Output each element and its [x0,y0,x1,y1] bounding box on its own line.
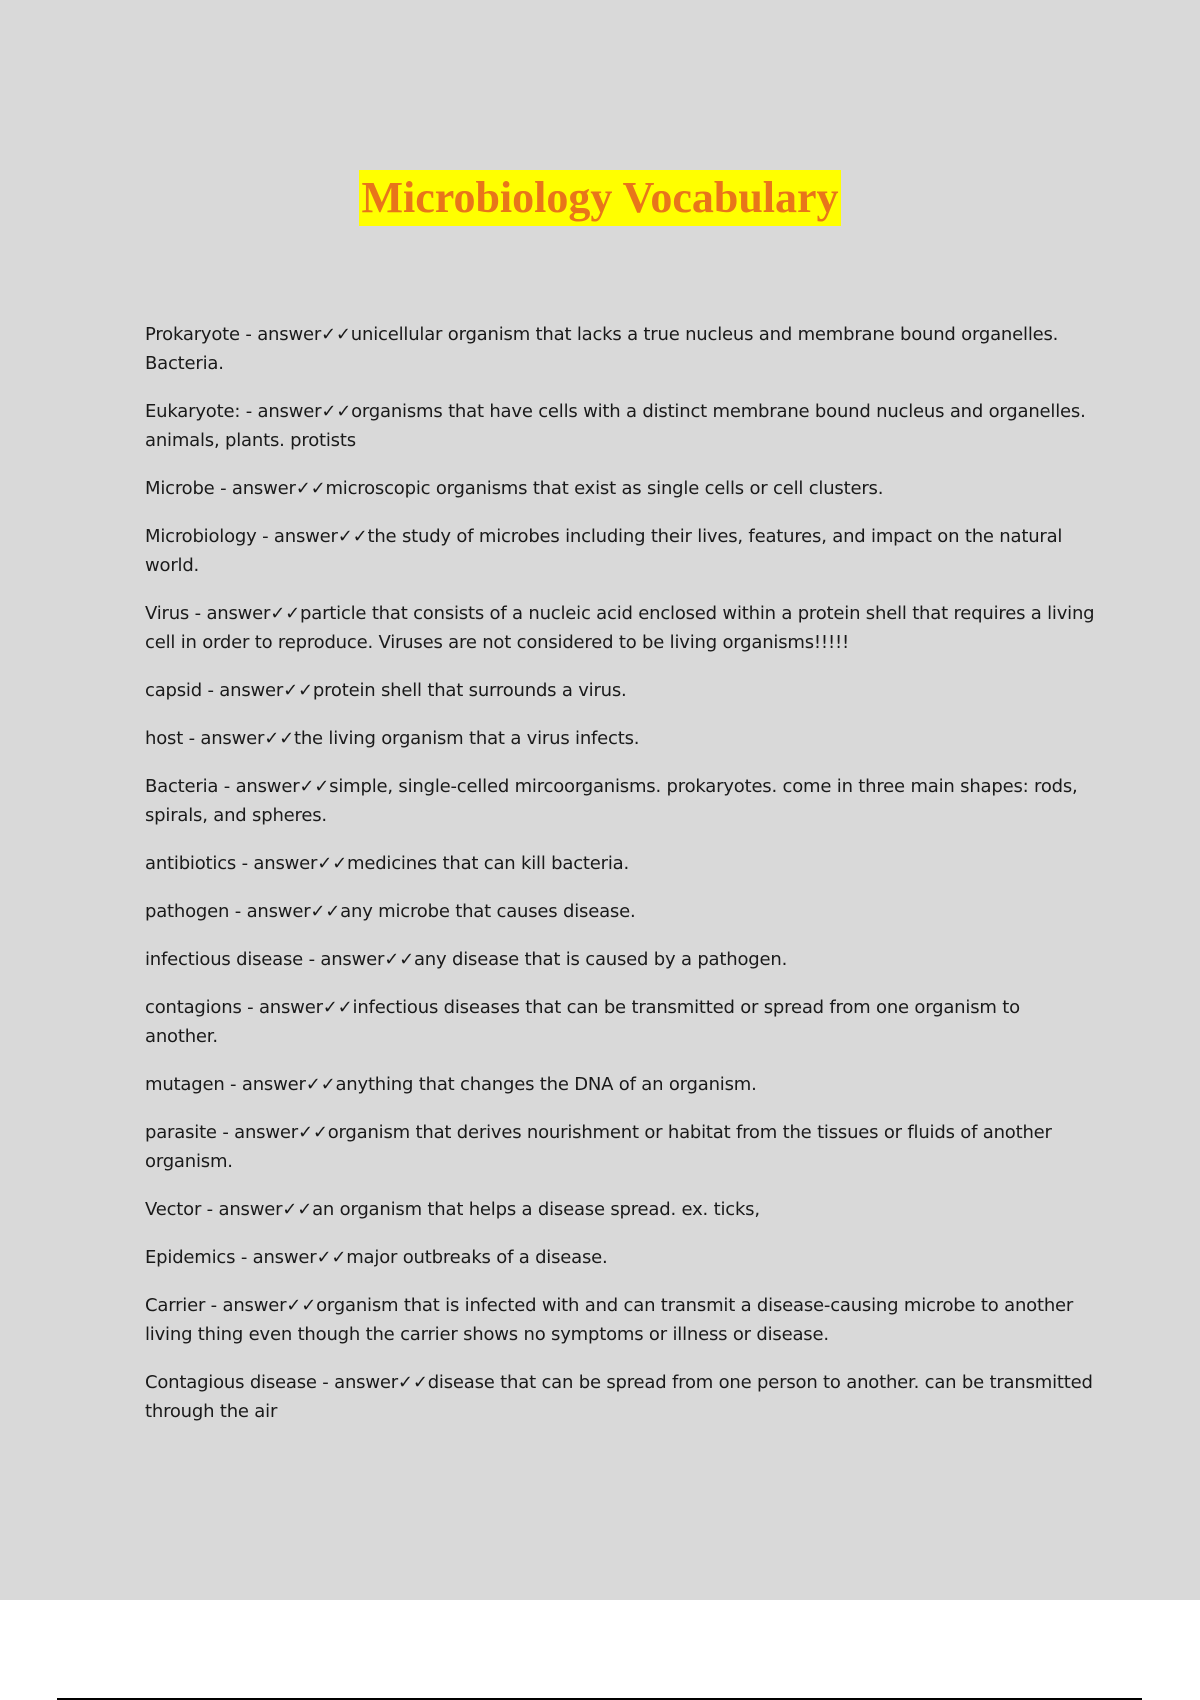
vocabulary-entry: Bacteria - answer✓✓simple, single-celled mircoorganisms. prokaryotes. come in three main shapes: rods, spirals, and spheres. [145,776,1078,826]
vocabulary-entry: Microbe - answer✓✓microscopic organisms that exist as single cells or cell clusters. [145,478,884,499]
vocabulary-entry: Epidemics - answer✓✓major outbreaks of a disease. [145,1247,608,1268]
title-container [0,170,1200,226]
vocabulary-entry: host - answer✓✓the living organism that a virus infects. [145,728,640,749]
vocabulary-entry: Carrier - answer✓✓organism that is infected with and can transmit a disease-causing microbe to another living thing even though the carrier shows no symptoms or illness or disease. [145,1295,1074,1345]
vocabulary-entry: Vector - answer✓✓an organism that helps a disease spread. ex. ticks, [145,1199,760,1220]
vocabulary-entry: Contagious disease - answer✓✓disease that can be spread from one person to another. can be transmitted through the air [145,1372,1093,1422]
vocabulary-entry: Prokaryote - answer✓✓unicellular organism that lacks a true nucleus and membrane bound organelles. Bacteria. [145,324,1059,374]
vocabulary-entry: capsid - answer✓✓protein shell that surrounds a virus. [145,680,627,701]
vocabulary-entry: Eukaryote: - answer✓✓organisms that have cells with a distinct membrane bound nucleus and organelles. animals, plants. protists [145,401,1086,451]
document-title: Microbiology Vocabulary [359,170,840,226]
vocabulary-entry: contagions - answer✓✓infectious diseases that can be transmitted or spread from one organism to another. [145,997,1020,1047]
vocabulary-entry: parasite - answer✓✓organism that derives nourishment or habitat from the tissues or fluids of another organism. [145,1122,1052,1172]
vocabulary-entry: mutagen - answer✓✓anything that changes the DNA of an organism. [145,1074,757,1095]
vocabulary-entry: infectious disease - answer✓✓any disease that is caused by a pathogen. [145,949,788,970]
vocabulary-entry: Microbiology - answer✓✓the study of microbes including their lives, features, and impact on the natural world. [145,526,1063,576]
vocabulary-entry: pathogen - answer✓✓any microbe that causes disease. [145,901,636,922]
vocabulary-list [145,320,1095,1445]
vocabulary-entry: antibiotics - answer✓✓medicines that can kill bacteria. [145,853,630,874]
vocabulary-entry: Virus - answer✓✓particle that consists of a nucleic acid enclosed within a protein shell that requires a living cell in order to reproduce. Viruses are not considered to be living organisms!!!!! [145,603,1095,653]
